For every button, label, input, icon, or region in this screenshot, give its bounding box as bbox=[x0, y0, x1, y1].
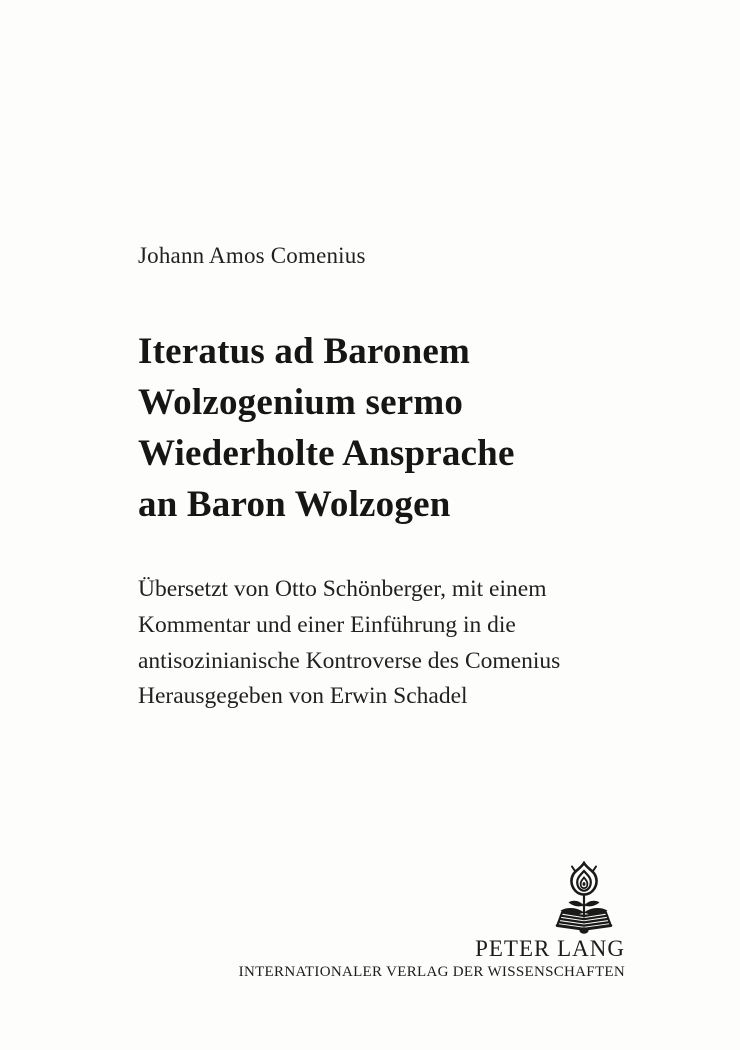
book-title bbox=[138, 326, 515, 530]
peter-lang-book-tulip-icon bbox=[546, 861, 622, 935]
title-line-1: Iteratus ad Baronem bbox=[138, 331, 470, 372]
publisher-imprint bbox=[239, 936, 625, 981]
title-line-2: Wolzogenium sermo bbox=[138, 382, 464, 423]
subtitle-line-1: Übersetzt von Otto Schönberger, mit einem bbox=[138, 576, 547, 602]
publisher-name: PETER LANG bbox=[475, 936, 625, 961]
editor-line: Herausgegeben von Erwin Schadel bbox=[138, 683, 468, 709]
publisher-logo bbox=[546, 861, 622, 935]
book-subtitle bbox=[138, 571, 560, 679]
title-line-4: an Baron Wolzogen bbox=[138, 484, 451, 525]
subtitle-line-2: Kommentar und einer Einführung in die bbox=[138, 612, 516, 638]
title-line-3: Wiederholte Ansprache bbox=[138, 433, 515, 474]
author-name: Johann Amos Comenius bbox=[138, 243, 366, 268]
publisher-tagline: INTERNATIONALER VERLAG DER WISSENSCHAFTEN bbox=[238, 964, 625, 980]
subtitle-line-3: antisozinianische Kontroverse des Comenius bbox=[138, 648, 561, 674]
